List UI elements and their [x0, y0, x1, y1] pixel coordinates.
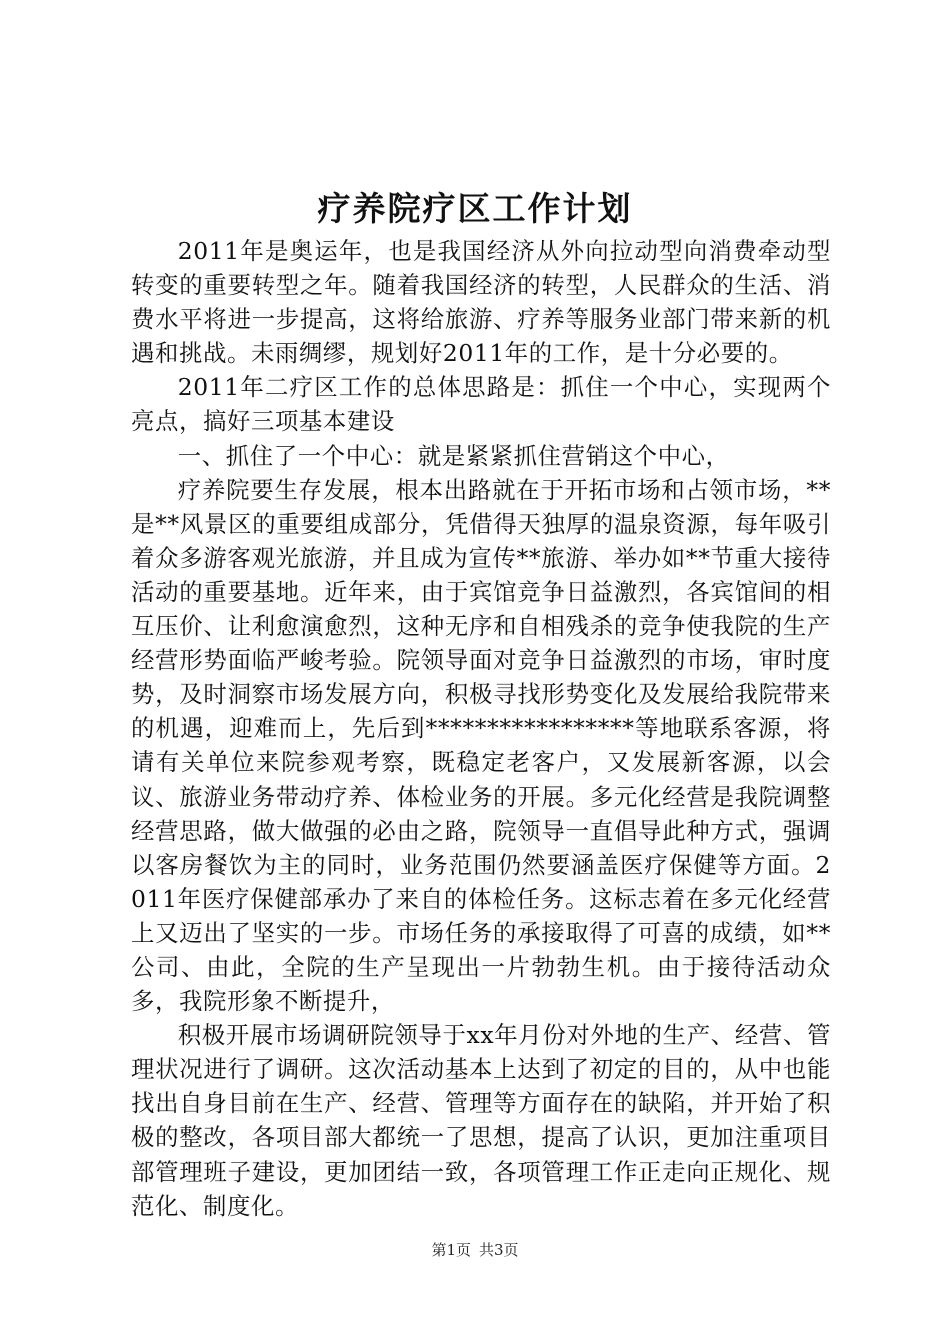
paragraph-marketing: 疗养院要生存发展，根本出路就在于开拓市场和占领市场，**是**风景区的重要组成部分，凭借得天独厚的温泉资源，每年吸引着众多游客观光旅游，并且成为宣传**旅游、举办如**节重大接待活动的重要基地。近年来，由于宾馆竞争日益激烈，各宾馆间的相互压价、让利愈演愈烈，这种无序和自相残杀的竞争使我院的生产经营形势面临严峻考验。院领导面对竞争日益激烈的市场，审时度势，及时洞察市场发展方向，积极寻找形势变化及发展给我院带来的机遇，迎难而上，先后到*****************等地联系客源，将请有关单位来院参观考察，既稳定老客户，又发展新客源，以会议、旅游业务带动疗养、体检业务的开展。多元化经营是我院调整经营思路，做大做强的必由之路，院领导一直倡导此种方式，强调以客房餐饮为主的同时，业务范围仍然要涵盖医疗保健等方面。2011年医疗保健部承办了来自的体检任务。这标志着在多元化经营上又迈出了坚实的一步。市场任务的承接取得了可喜的成绩，如**公司、由此，全院的生产呈现出一片勃勃生机。由于接待活动众多，我院形象不断提升，: [131, 475, 831, 1016]
page-number-current: 第1页: [431, 1241, 471, 1259]
paragraph-section-one-heading: 一、抓住了一个中心：就是紧紧抓住营销这个中心，: [177, 441, 730, 470]
document-body: [131, 234, 831, 1223]
paragraph-overall-approach: 2011年二疗区工作的总体思路是：抓住一个中心，实现两个亮点，搞好三项基本建设: [131, 373, 831, 436]
document-title: 疗养院疗区工作计划: [317, 189, 633, 228]
paragraph-market-research: 积极开展市场调研院领导于xx年月份对外地的生产、经营、管理状况进行了调研。这次活动基本上达到了初定的目的，从中也能找出自身目前在生产、经营、管理等方面存在的缺陷，并开始了积极的整改，各项目部大都统一了思想，提高了认识，更加注重项目部管理班子建设，更加团结一致，各项管理工作正走向正规化、规范化、制度化。: [131, 1021, 831, 1220]
paragraph-intro: 2011年是奥运年，也是我国经济从外向拉动型向消费牵动型转变的重要转型之年。随着我国经济的转型，人民群众的生活、消费水平将进一步提高，这将给旅游、疗养等服务业部门带来新的机遇和挑战。未雨绸缪，规划好2011年的工作，是十分必要的。: [131, 237, 831, 368]
page-footer: [0, 1240, 950, 1260]
page-number-total: 共3页: [479, 1241, 519, 1259]
